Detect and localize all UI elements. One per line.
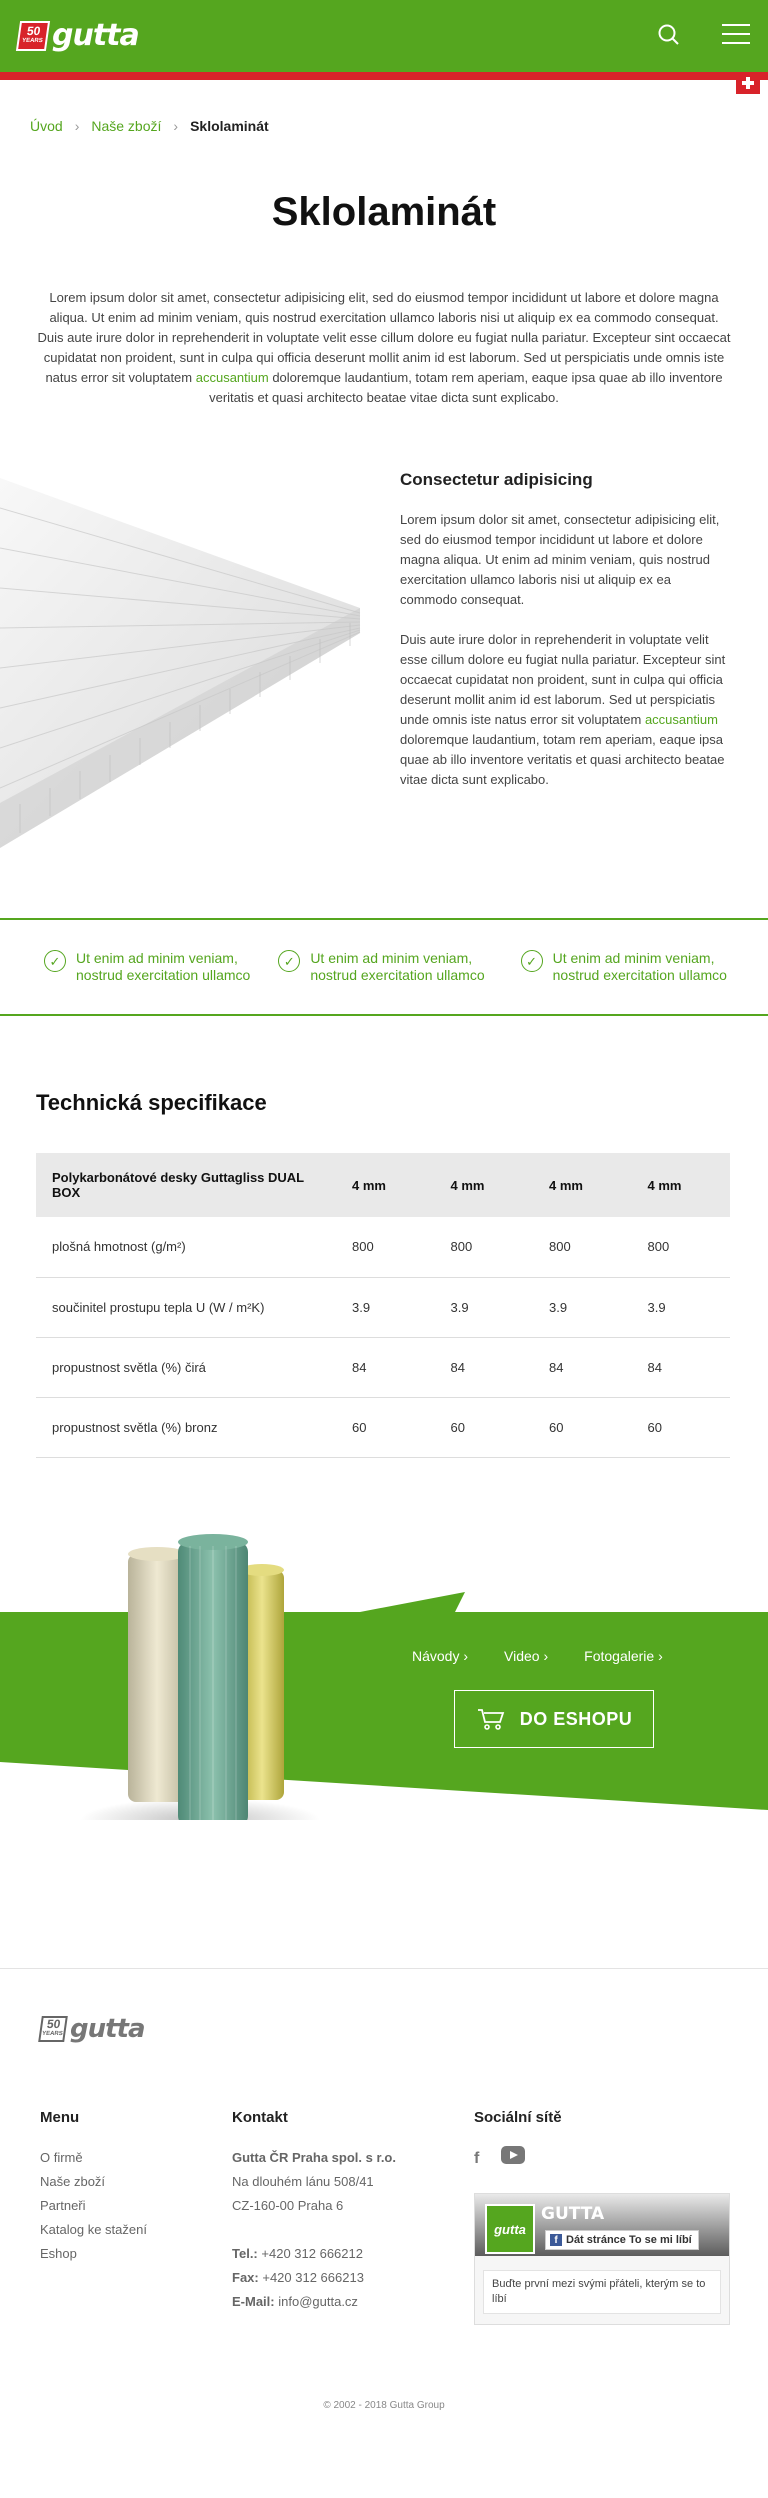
hamburger-menu-icon[interactable] [722, 24, 750, 46]
footer-link-katalog[interactable]: Katalog ke stažení [40, 2222, 147, 2237]
spec-header-cell: 4 mm [336, 1153, 435, 1217]
table-row: propustnost světla (%) čirá 84 84 84 84 [36, 1337, 730, 1397]
description-paragraph-2: Duis aute irure dolor in reprehenderit in voluptate velit esse cillum dolore eu fugiat nulla pariatur. Excepteur sint occaecat cupidatat non proident, sunt in culpa qui officia deserunt mollit anim id est laborum. Sed ut perspiciatis unde omnis iste natus error sit voluptatem accusantium doloremque laudantium, totam rem aperiam, eaque ipsa quae ab illo inventore veritatis et quasi architecto beatae vitae dicta sunt explicabo. [400, 632, 726, 787]
spec-table [36, 1153, 730, 1458]
product-description [400, 470, 730, 810]
site-logo[interactable] [18, 18, 139, 53]
chevron-right-icon: › [74, 118, 80, 134]
email: E-Mail: info@gutta.cz [232, 2294, 358, 2309]
fifty-years-badge: 50 YEARS [38, 2016, 68, 2042]
fb-friends-text: Buďte první mezi svými přáteli, kterým se to líbí [483, 2270, 721, 2314]
page-title: Sklolaminát [271, 190, 497, 234]
footer-menu: Menu O firmě Naše zboží Partneři Katalog ke stažení Eshop [40, 2106, 147, 2266]
chevron-right-icon: › [173, 118, 179, 134]
chevron-right-icon: › [658, 1648, 663, 1664]
table-row: propustnost světla (%) bronz 60 60 60 60 [36, 1397, 730, 1457]
table-row: součinitel prostupu tepla U (W / m²K) 3.9 3.9 3.9 3.9 [36, 1277, 730, 1337]
spec-header-cell: Polykarbonátové desky Guttagliss DUAL BOX [36, 1153, 336, 1217]
spec-title: Technická specifikace [36, 1090, 267, 1115]
fb-like-button[interactable]: f Dát stránce To se mi líbí [545, 2230, 699, 2250]
company-name: Gutta ČR Praha spol. s r.o. [232, 2150, 396, 2165]
table-row: plošná hmotnost (g/m²) 800 800 800 800 [36, 1217, 730, 1277]
footer-link-o-firme[interactable]: O firmě [40, 2150, 83, 2165]
intro-link[interactable]: accusantium [195, 370, 269, 385]
footer-link-partneri[interactable]: Partneři [40, 2198, 86, 2213]
description-heading: Consectetur adipisicing [400, 470, 593, 489]
feature-item: ✓ Ut enim ad minim veniam, nostrud exercitation ullamco [521, 950, 727, 984]
footer-logo[interactable] [40, 2014, 145, 2044]
eshop-button[interactable]: DO ESHOPU [454, 1690, 654, 1748]
check-circle-icon: ✓ [278, 950, 300, 972]
link-fotogalerie[interactable]: Fotogalerie › [584, 1648, 663, 1664]
breadcrumb-goods[interactable]: Naše zboží [91, 118, 162, 134]
email-link[interactable]: info@gutta.cz [278, 2294, 358, 2309]
intro-text: Lorem ipsum dolor sit amet, consectetur adipisicing elit, sed do eiusmod tempor incididunt ut labore et dolore magna aliqua. Ut enim ad minim veniam, quis nostrud exercitation ullamco laboris nisi ut aliquip ex ea commodo consequat. Duis aute irure dolor in reprehenderit in voluptate velit esse cillum dolore eu fugiat nulla pariatur. Excepteur sint occaecat cupidatat non proident, sunt in culpa qui officia deserunt mollit anim id est laborum. Sed ut perspiciatis unde omnis iste natus error sit voluptatem accusantium doloremque laudantium, totam rem aperiam, eaque ipsa quae ab illo inventore veritatis et quasi architecto beatae vitae dicta sunt explicabo. [37, 290, 731, 405]
fb-page-name: GUTTA [541, 2204, 605, 2224]
search-icon[interactable] [656, 22, 682, 48]
fifty-years-badge: 50 YEARS [16, 21, 50, 51]
facebook-icon: f [550, 2234, 562, 2246]
check-circle-icon: ✓ [44, 950, 66, 972]
footer-link-eshop[interactable]: Eshop [40, 2246, 77, 2261]
shopping-cart-icon [476, 1707, 506, 1731]
facebook-page-widget [474, 2193, 730, 2325]
logo-wordmark: gutta [52, 18, 139, 53]
site-header [0, 0, 768, 72]
phone: Tel.: +420 312 666212 [232, 2246, 363, 2261]
logo-wordmark: gutta [70, 2014, 145, 2044]
footer-contact: Kontakt Gutta ČR Praha spol. s r.o. Na dlouhém lánu 508/41 CZ-160-00 Praha 6 Tel.: +420 312 666212 Fax: +420 312 666213 E-Mail: info@gutta.cz [232, 2106, 396, 2314]
youtube-icon[interactable] [501, 2146, 525, 2172]
breadcrumb-home[interactable]: Úvod [30, 118, 63, 134]
description-link[interactable]: accusantium [644, 712, 718, 727]
chevron-right-icon: › [543, 1648, 549, 1664]
facebook-icon[interactable]: f [474, 2150, 480, 2167]
breadcrumb [30, 118, 269, 134]
feature-item: ✓ Ut enim ad minim veniam, nostrud exercitation ullamco [44, 950, 250, 984]
swiss-flag-icon[interactable] [736, 72, 760, 94]
footer-social: Sociální sítě f [474, 2106, 562, 2172]
eshop-banner [0, 1520, 768, 1820]
street: Na dlouhém lánu 508/41 [232, 2174, 374, 2189]
red-stripe [0, 72, 768, 80]
spec-header-cell: 4 mm [632, 1153, 731, 1217]
polycarbonate-sheet-image [0, 468, 380, 858]
shop-links [412, 1648, 699, 1664]
spec-header-cell: 4 mm [533, 1153, 632, 1217]
feature-item: ✓ Ut enim ad minim veniam, nostrud exercitation ullamco [278, 950, 484, 984]
feature-bar [0, 918, 768, 1016]
link-navody[interactable]: Návody › [412, 1648, 469, 1664]
city: CZ-160-00 Praha 6 [232, 2198, 344, 2213]
description-paragraph-1: Lorem ipsum dolor sit amet, consectetur adipisicing elit, sed do eiusmod tempor incididunt ut labore et dolore magna aliqua. Ut enim ad minim veniam, quis nostrud exercitation ullamco laboris nisi ut aliquip ex ea commodo consequat. [400, 512, 720, 607]
breadcrumb-current: Sklolaminát [190, 118, 269, 134]
copyright: © 2002 - 2018 Gutta Group [323, 2400, 445, 2411]
spec-header-row [36, 1153, 730, 1217]
spec-header-cell: 4 mm [435, 1153, 534, 1217]
check-circle-icon: ✓ [521, 950, 543, 972]
chevron-right-icon: › [463, 1648, 469, 1664]
link-video[interactable]: Video › [504, 1648, 549, 1664]
fax: Fax: +420 312 666213 [232, 2270, 364, 2285]
footer-link-nase-zbozi[interactable]: Naše zboží [40, 2174, 106, 2189]
footer-divider [0, 1968, 768, 1969]
gutta-fb-avatar: gutta [485, 2204, 535, 2254]
